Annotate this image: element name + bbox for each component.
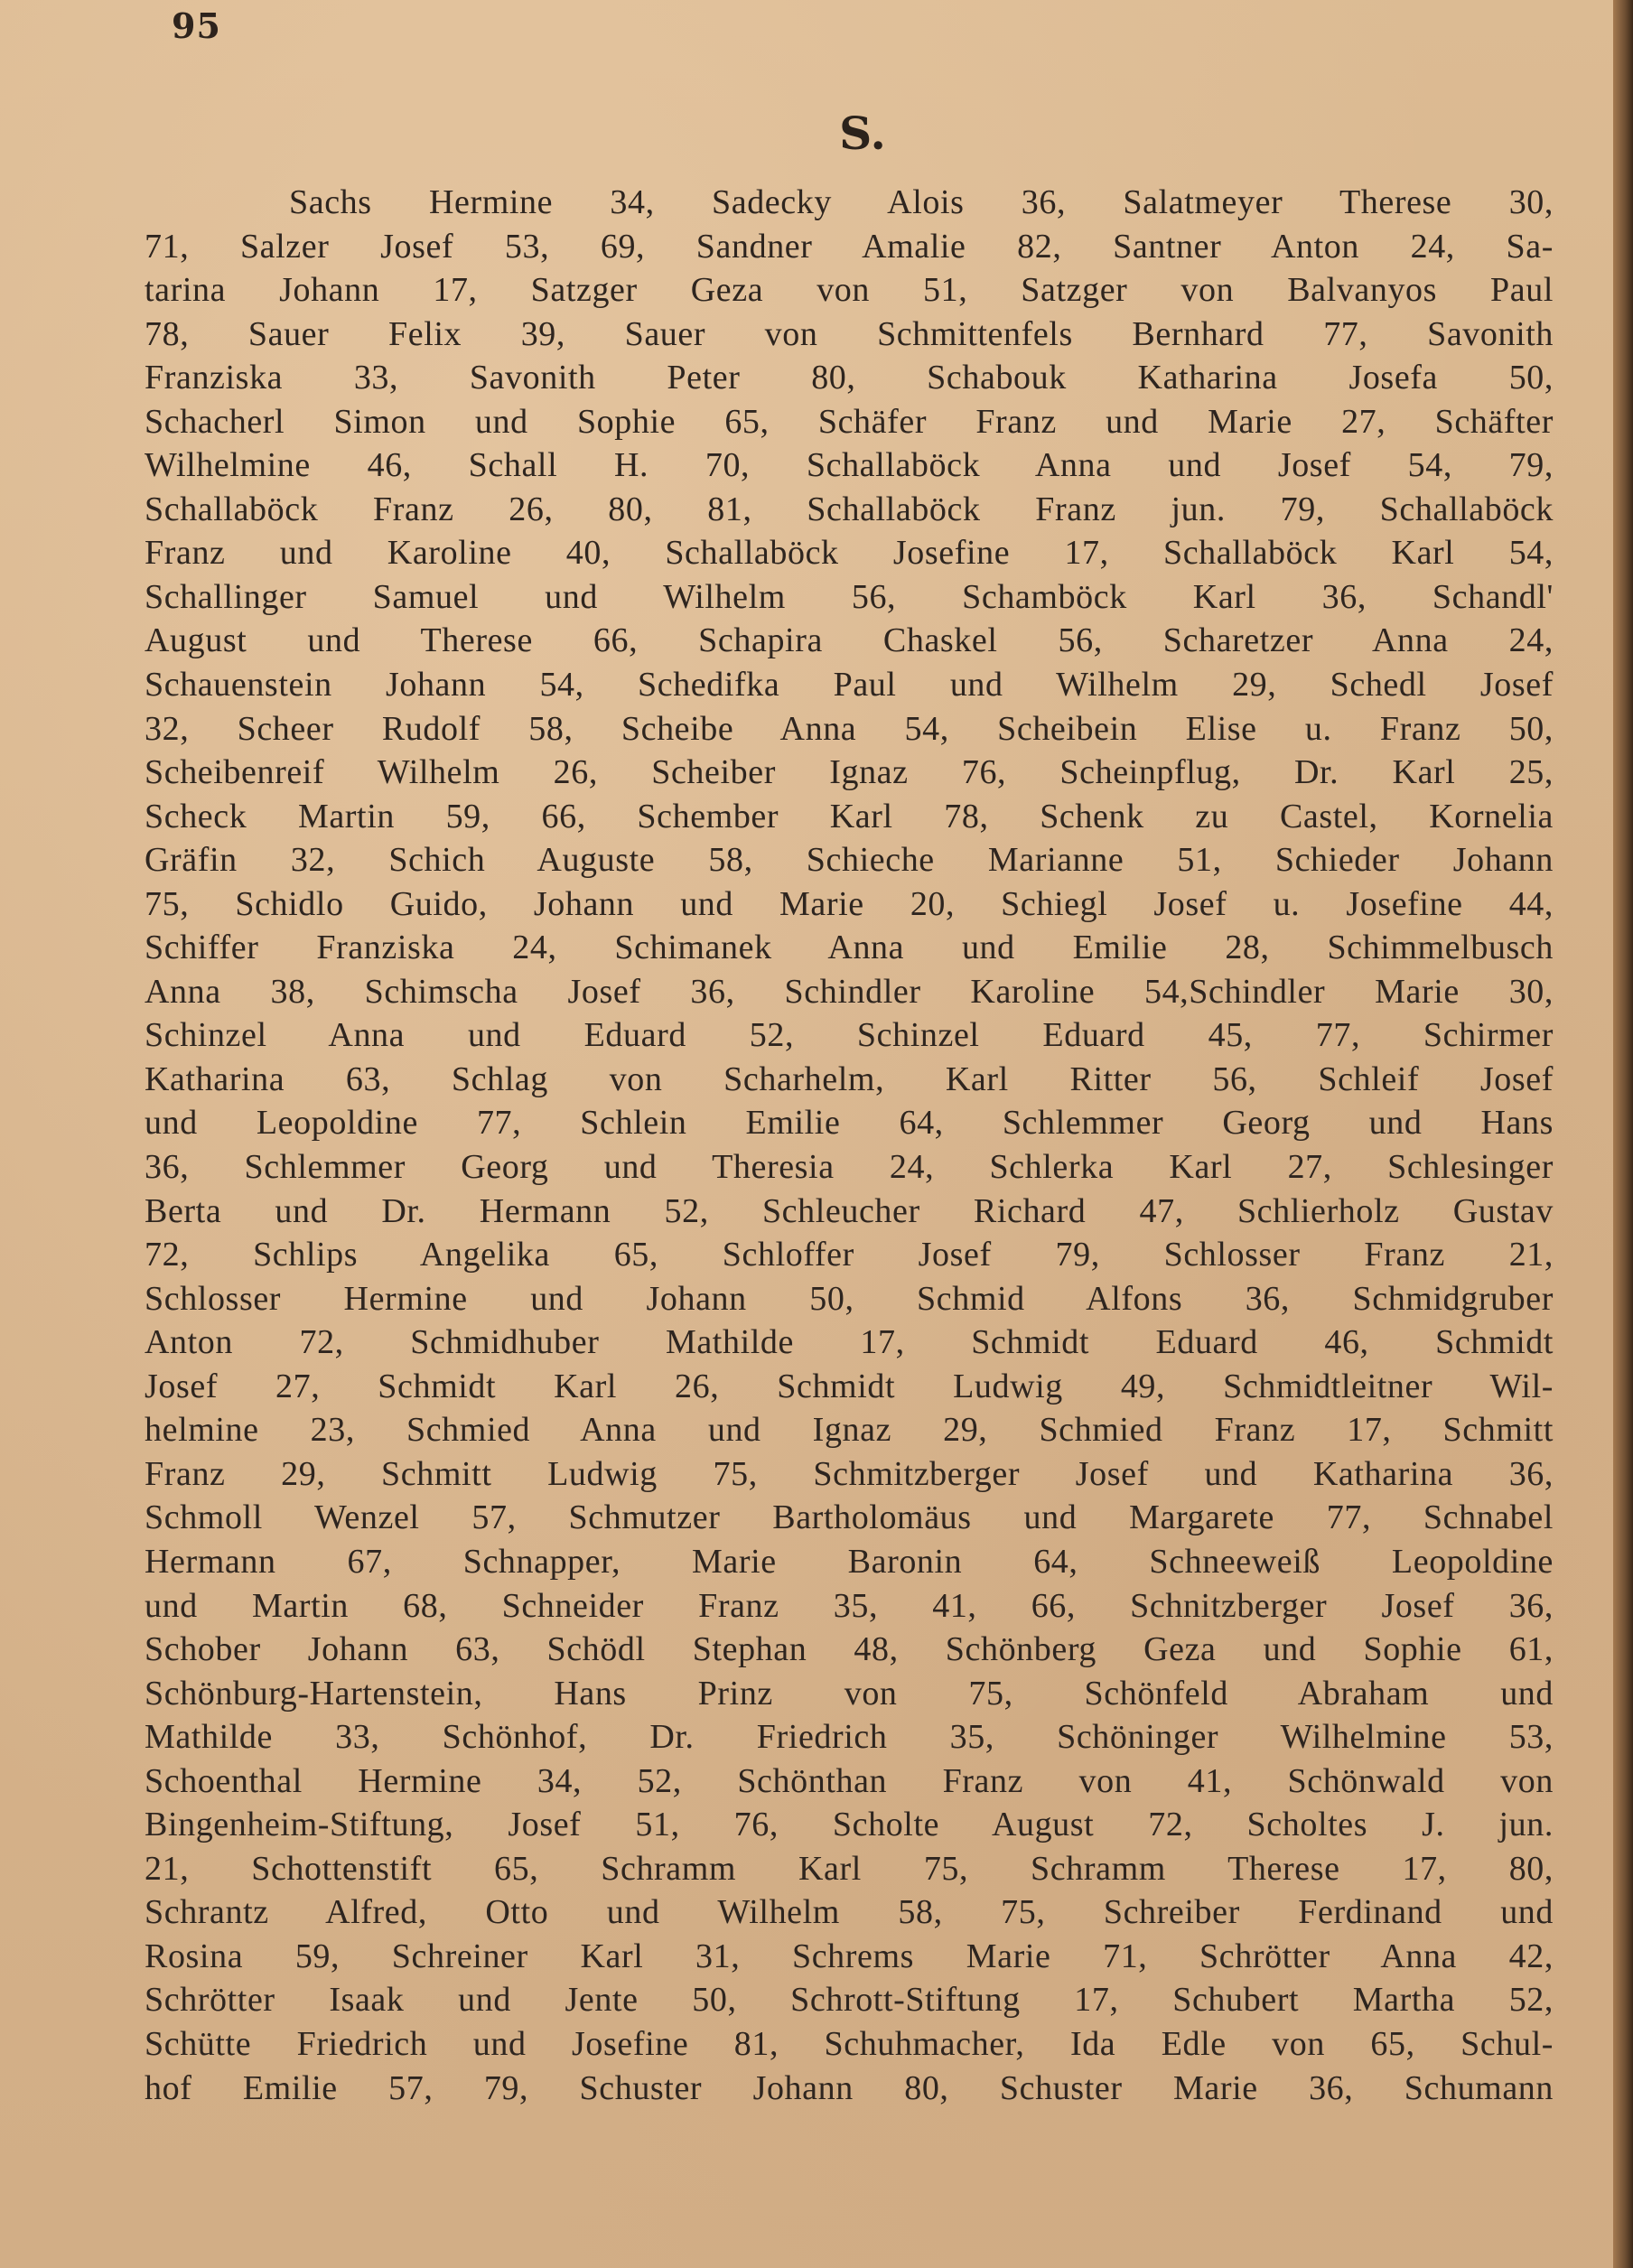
index-line: Franz 29, Schmitt Ludwig 75, Schmitzberger Josef und Katharina 36, [145, 1454, 1554, 1493]
index-line: Schallaböck Franz 26, 80, 81, Schallaböck Franz jun. 79, Schallaböck [145, 490, 1554, 528]
index-line: Sachs Hermine 34, Sadecky Alois 36, Salatmeyer Therese 30, [289, 183, 1554, 221]
index-line: 78, Sauer Felix 39, Sauer von Schmittenfels Bernhard 77, Savonith [145, 314, 1554, 353]
index-line: 21, Schottenstift 65, Schramm Karl 75, Schramm Therese 17, 80, [145, 1849, 1554, 1888]
index-line: August und Therese 66, Schapira Chaskel 56, Scharetzer Anna 24, [145, 621, 1554, 660]
index-line: Schlosser Hermine und Johann 50, Schmid Alfons 36, Schmidgruber [145, 1279, 1554, 1318]
index-line: Rosina 59, Schreiner Karl 31, Schrems Marie 71, Schrötter Anna 42, [145, 1937, 1554, 1975]
section-heading: S. [839, 107, 886, 160]
index-line: und Martin 68, Schneider Franz 35, 41, 66, Schnitzberger Josef 36, [145, 1586, 1554, 1625]
index-line: Mathilde 33, Schönhof, Dr. Friedrich 35, Schöninger Wilhelmine 53, [145, 1718, 1554, 1757]
index-text-block [145, 181, 1554, 2110]
index-line: helmine 23, Schmied Anna und Ignaz 29, Schmied Franz 17, Schmitt [145, 1411, 1554, 1450]
index-line: Schönburg-Hartenstein, Hans Prinz von 75, Schönfeld Abraham und [145, 1674, 1554, 1713]
page-edge-shadow [1613, 0, 1633, 2268]
index-line: Wilhelmine 46, Schall H. 70, Schallaböck Anna und Josef 54, 79, [145, 446, 1554, 485]
index-line: Scheck Martin 59, 66, Schember Karl 78, Schenk zu Castel, Kornelia [145, 797, 1554, 835]
index-line: Schauenstein Johann 54, Schedifka Paul und Wilhelm 29, Schedl Josef [145, 666, 1554, 705]
index-line: hof Emilie 57, 79, Schuster Johann 80, Schuster Marie 36, Schumann [145, 2068, 1554, 2107]
index-line: Schrötter Isaak und Jente 50, Schrott-Stiftung 17, Schubert Martha 52, [145, 1981, 1554, 2020]
index-line: Anton 72, Schmidhuber Mathilde 17, Schmidt Eduard 46, Schmidt [145, 1323, 1554, 1362]
index-line: Hermann 67, Schnapper, Marie Baronin 64, Schneeweiß Leopoldine [145, 1542, 1554, 1581]
index-line: Katharina 63, Schlag von Scharhelm, Karl Ritter 56, Schleif Josef [145, 1059, 1554, 1098]
index-line: tarina Johann 17, Satzger Geza von 51, Satzger von Balvanyos Paul [145, 271, 1554, 310]
index-line: Anna 38, Schimscha Josef 36, Schindler Karoline 54,Schindler Marie 30, [145, 972, 1554, 1011]
index-line: Schoenthal Hermine 34, 52, Schönthan Franz von 41, Schönwald von [145, 1761, 1554, 1800]
index-line: Franziska 33, Savonith Peter 80, Schabouk Katharina Josefa 50, [145, 359, 1554, 397]
index-line: Gräfin 32, Schich Auguste 58, Schieche Marianne 51, Schieder Johann [145, 841, 1554, 880]
index-line: und Leopoldine 77, Schlein Emilie 64, Schlemmer Georg und Hans [145, 1104, 1554, 1143]
index-line: Schallinger Samuel und Wilhelm 56, Schamböck Karl 36, Schandl' [145, 577, 1554, 616]
index-line: Josef 27, Schmidt Karl 26, Schmidt Ludwig 49, Schmidtleitner Wil- [145, 1367, 1554, 1405]
index-line: Schrantz Alfred, Otto und Wilhelm 58, 75, Schreiber Ferdinand und [145, 1893, 1554, 1932]
index-line: Schacherl Simon und Sophie 65, Schäfer Franz und Marie 27, Schäfter [145, 402, 1554, 441]
index-line: Schmoll Wenzel 57, Schmutzer Bartholomäus und Margarete 77, Schnabel [145, 1498, 1554, 1537]
index-line: Schütte Friedrich und Josefine 81, Schuhmacher, Ida Edle von 65, Schul- [145, 2024, 1554, 2063]
index-line: Berta und Dr. Hermann 52, Schleucher Richard 47, Schlierholz Gustav [145, 1191, 1554, 1230]
index-line: Bingenheim-Stiftung, Josef 51, 76, Scholte August 72, Scholtes J. jun. [145, 1806, 1554, 1844]
index-line: 36, Schlemmer Georg und Theresia 24, Schlerka Karl 27, Schlesinger [145, 1148, 1554, 1187]
index-line: 75, Schidlo Guido, Johann und Marie 20, Schiegl Josef u. Josefine 44, [145, 884, 1554, 923]
index-line: 72, Schlips Angelika 65, Schloffer Josef 79, Schlosser Franz 21, [145, 1236, 1554, 1274]
index-line: Schinzel Anna und Eduard 52, Schinzel Eduard 45, 77, Schirmer [145, 1016, 1554, 1055]
index-line: Franz und Karoline 40, Schallaböck Josefine 17, Schallaböck Karl 54, [145, 534, 1554, 573]
index-line: Scheibenreif Wilhelm 26, Scheiber Ignaz 76, Scheinpflug, Dr. Karl 25, [145, 753, 1554, 792]
page-number: 95 [172, 5, 221, 46]
index-line: 71, Salzer Josef 53, 69, Sandner Amalie 82, Santner Anton 24, Sa- [145, 227, 1554, 266]
index-line: 32, Scheer Rudolf 58, Scheibe Anna 54, Scheibein Elise u. Franz 50, [145, 709, 1554, 748]
index-line: Schiffer Franziska 24, Schimanek Anna und Emilie 28, Schimmelbusch [145, 929, 1554, 967]
index-line: Schober Johann 63, Schödl Stephan 48, Schönberg Geza und Sophie 61, [145, 1630, 1554, 1669]
